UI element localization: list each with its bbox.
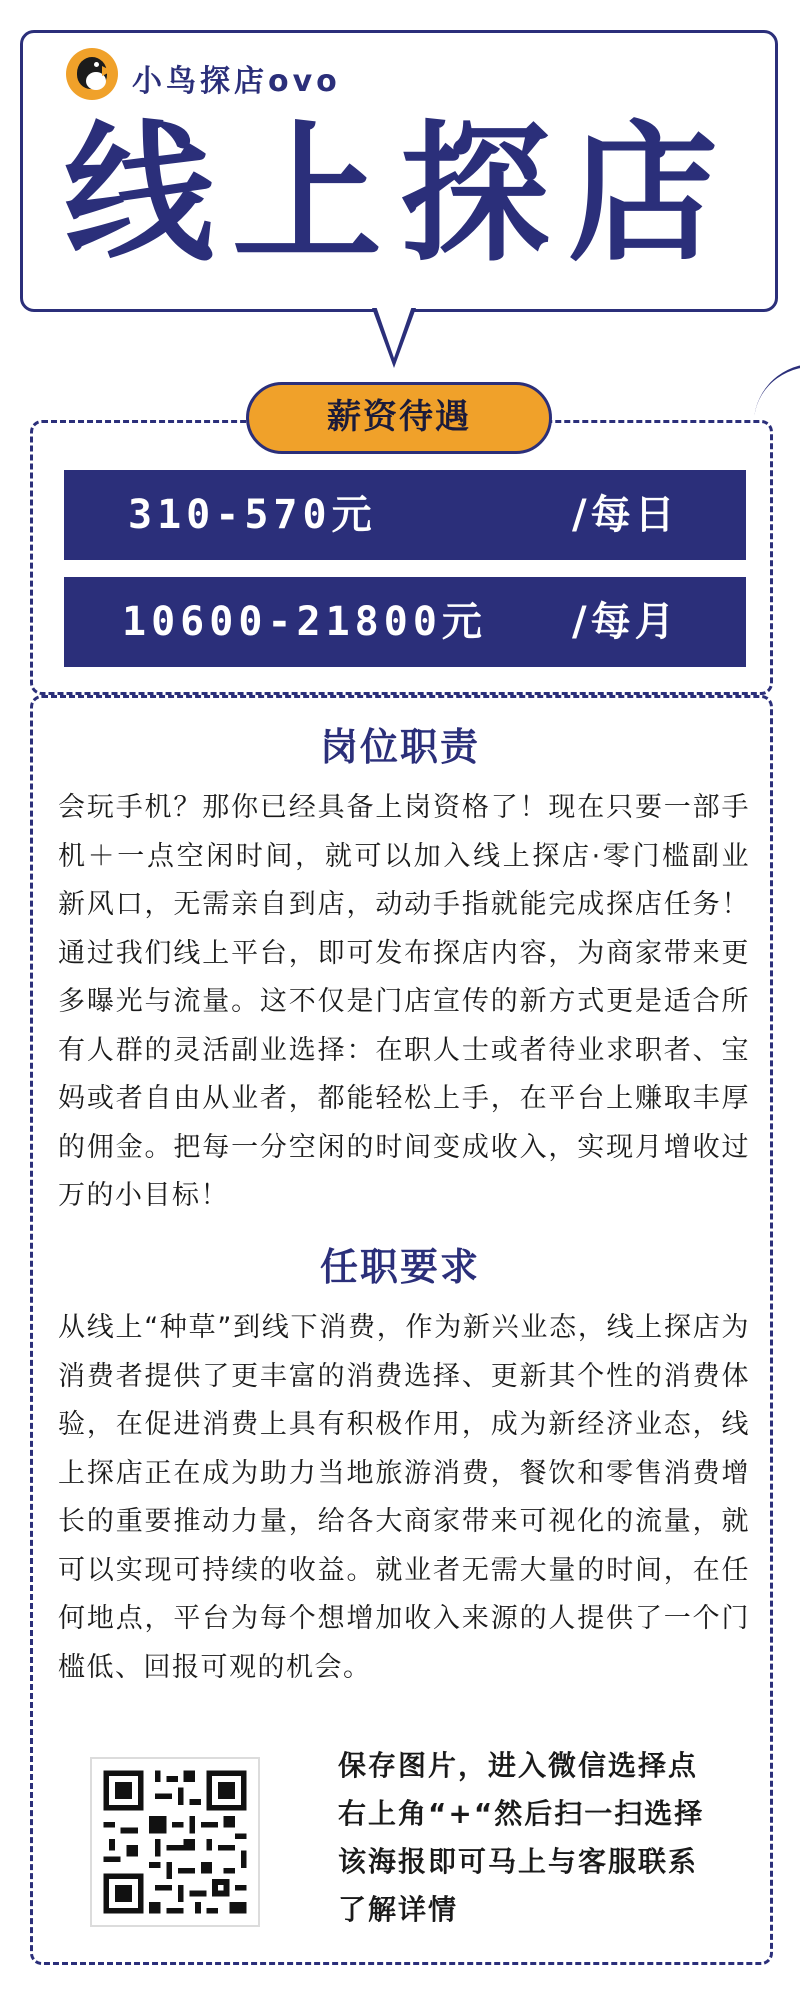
- qr-instructions: 保存图片，进入微信选择点右上角“+“然后扫一扫选择该海报即可马上与客服联系了解详情: [338, 1749, 705, 1926]
- salary-unit: /每月: [572, 599, 679, 645]
- duties-text: 会玩手机？那你已经具备上岗资格了！现在只要一部手机＋一点空闲时间，就可以加入线上探店·零门槛副业新风口，无需亲自到店，动动手指就能完成探店任务！通过我们线上平台，即可发布探店内容，为商家带来更多曝光与流量。这不仅是门店宣传的新方式更是适合所有人群的灵活副业选择：在职人士或者待业求职者、宝妈或者自由从业者，都能轻松上手，在平台上赚取丰厚的佣金。把每一分空闲的时间变成收入，实现月增收过万的小目标！: [58, 792, 750, 1211]
- salary-unit: /每日: [572, 492, 679, 538]
- page-title: 线上探店: [63, 108, 736, 282]
- salary-amount: 10600-21800元: [122, 599, 487, 645]
- salary-row-monthly: [64, 577, 746, 667]
- brand-name: 小鸟探店ovo: [132, 64, 341, 99]
- salary-row-daily: [64, 470, 746, 560]
- bird-logo-icon: [66, 48, 118, 100]
- salary-amount: 310-570元: [128, 492, 377, 538]
- requirements-text: 从线上“种草”到线下消费，作为新兴业态，线上探店为消费者提供了更丰富的消费选择、更新其个性的消费体验，在促进消费上具有积极作用，成为新经济业态，线上探店正在成为助力当地旅游消费，餐饮和零售消费增长的重要推动力量，给各大商家带来可视化的流量，就可以实现可持续的收益。就业者无需大量的时间，在任何地点，平台为每个想增加收入来源的人提供了一个门槛低、回报可观的机会。: [58, 1312, 750, 1683]
- salary-badge: 薪资待遇: [246, 382, 552, 454]
- requirements-title: 任职要求: [319, 1245, 480, 1289]
- duties-title: 岗位职责: [319, 725, 480, 769]
- decorative-arc: [754, 356, 800, 427]
- qr-code-icon: [90, 1757, 260, 1927]
